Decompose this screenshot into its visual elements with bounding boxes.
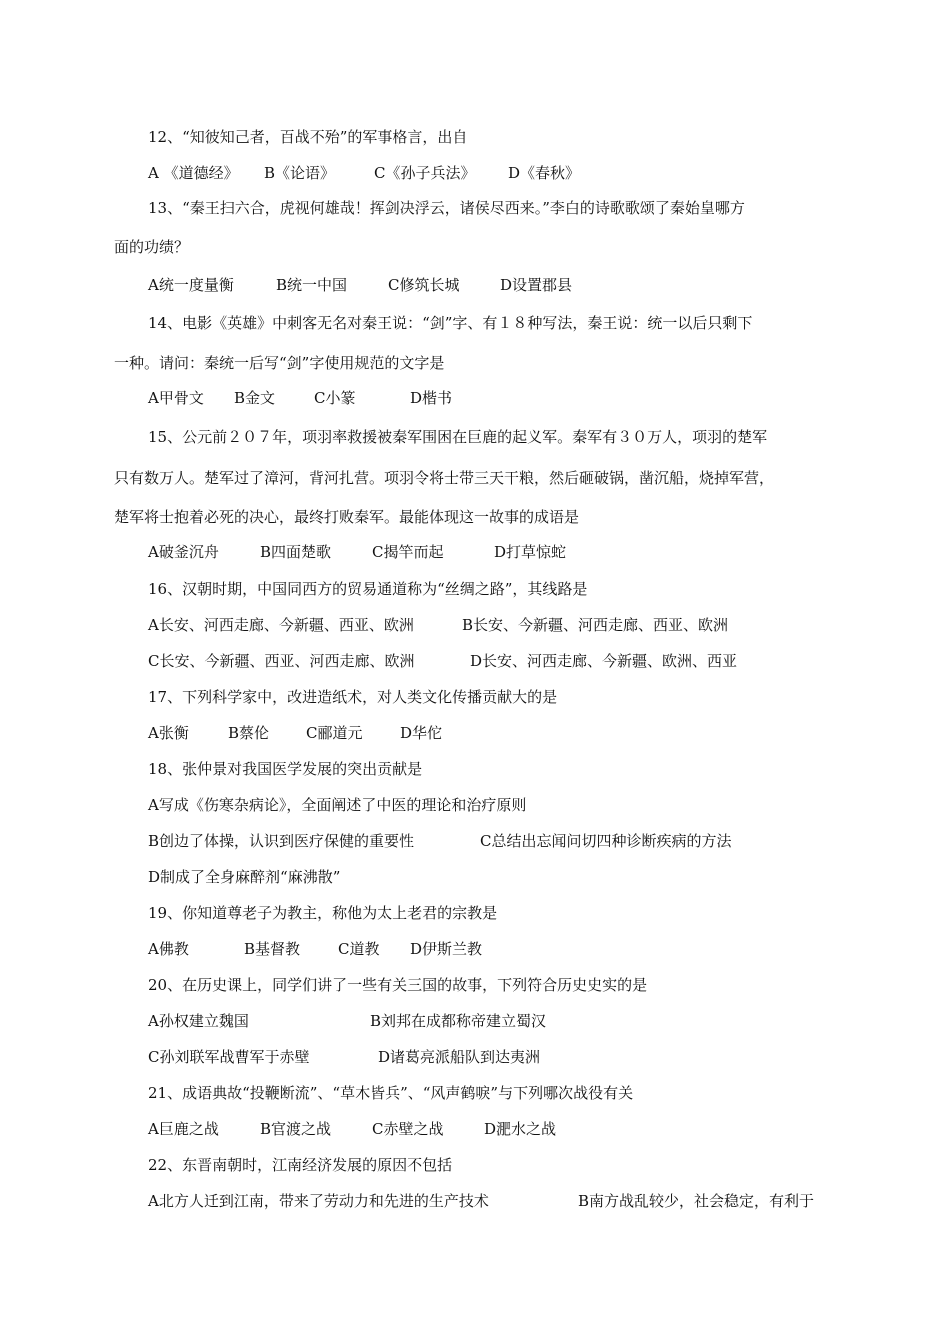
question-22-option-a: A北方人迁到江南，带来了劳动力和先进的生产技术 <box>148 1192 489 1210</box>
question-13-option-b: B统一中国 <box>276 276 348 294</box>
question-14-option-c: C小篆 <box>314 389 356 407</box>
question-13-option-a: A统一度量衡 <box>148 276 234 294</box>
question-22-option-b: B南方战乱较少，社会稳定，有利于 <box>578 1192 815 1210</box>
question-15-option-a: A破釜沉舟 <box>148 543 219 561</box>
question-19-option-d: D伊斯兰教 <box>410 940 483 958</box>
question-14-option-d: D楷书 <box>410 389 453 407</box>
question-15-stem-line-3: 楚军将士抱着必死的决心，最终打败秦军。最能体现这一故事的成语是 <box>114 508 580 526</box>
question-15-stem-line-2: 只有数万人。楚军过了漳河，背河扎营。项羽令将士带三天干粮，然后砸破锅，凿沉船，烧掉军营， <box>114 469 775 487</box>
question-17-stem: 17、下列科学家中，改进造纸术，对人类文化传播贡献大的是 <box>148 688 558 706</box>
question-16-option-b: B长安、今新疆、河西走廊、西亚、欧洲 <box>462 616 729 634</box>
question-14-option-b: B金文 <box>234 389 276 407</box>
question-14-stem-line-2: 一种。请问：秦统一后写“剑”字使用规范的文字是 <box>114 354 445 372</box>
question-21-stem: 21、成语典故“投鞭断流”、“草木皆兵”、“风声鹤唳”与下列哪次战役有关 <box>148 1084 634 1102</box>
question-19-option-c: C道教 <box>338 940 380 958</box>
question-16-option-c: C长安、今新疆、西亚、河西走廊、欧洲 <box>148 652 415 670</box>
question-13-option-d: D设置郡县 <box>500 276 573 294</box>
question-13-stem-line-1: 13、“秦王扫六合，虎视何雄哉！挥剑决浮云，诸侯尽西来。”李白的诗歌歌颂了秦始皇哪方 <box>148 199 745 217</box>
question-20-option-b: B刘邦在成都称帝建立蜀汉 <box>370 1012 547 1030</box>
question-21-option-b: B官渡之战 <box>260 1120 332 1138</box>
question-16-option-d: D长安、河西走廊、今新疆、欧洲、西亚 <box>470 652 738 670</box>
question-15-option-c: C揭竿而起 <box>372 543 444 561</box>
question-18-option-d: D制成了全身麻醉剂“麻沸散” <box>148 868 341 886</box>
question-15-option-b: B四面楚歌 <box>260 543 332 561</box>
question-12-option-b: B《论语》 <box>264 164 336 182</box>
question-19-option-b: B基督教 <box>244 940 301 958</box>
question-22-stem: 22、东晋南朝时，江南经济发展的原因不包括 <box>148 1156 453 1174</box>
question-17-option-b: B蔡伦 <box>228 724 270 742</box>
question-21-option-a: A巨鹿之战 <box>148 1120 219 1138</box>
question-17-option-c: C郦道元 <box>306 724 363 742</box>
question-14-option-a: A甲骨文 <box>148 389 204 407</box>
question-18-option-a: A写成《伤寒杂病论》，全面阐述了中医的理论和治疗原则 <box>148 796 527 814</box>
question-17-option-d: D华佗 <box>400 724 443 742</box>
question-19-option-a: A佛教 <box>148 940 189 958</box>
question-21-option-c: C赤壁之战 <box>372 1120 444 1138</box>
question-20-option-c: C孙刘联军战曹军于赤壁 <box>148 1048 310 1066</box>
question-17-option-a: A张衡 <box>148 724 189 742</box>
question-18-option-b: B创边了体操，认识到医疗保健的重要性 <box>148 832 415 850</box>
question-20-stem: 20、在历史课上，同学们讲了一些有关三国的故事，下列符合历史史实的是 <box>148 976 648 994</box>
question-18-stem: 18、张仲景对我国医学发展的突出贡献是 <box>148 760 423 778</box>
question-15-option-d: D打草惊蛇 <box>494 543 567 561</box>
question-19-stem: 19、你知道尊老子为教主，称他为太上老君的宗教是 <box>148 904 498 922</box>
question-13-option-c: C修筑长城 <box>388 276 460 294</box>
question-12-option-c: C《孙子兵法》 <box>374 164 476 182</box>
question-15-stem-line-1: 15、公元前２０７年，项羽率救援被秦军围困在巨鹿的起义军。秦军有３０万人，项羽的楚军 <box>148 428 768 446</box>
question-18-option-c: C总结出忘闻问切四种诊断疾病的方法 <box>480 832 732 850</box>
question-13-stem-line-2: 面的功绩？ <box>114 238 190 256</box>
question-12-option-d: D《春秋》 <box>508 164 581 182</box>
question-14-stem-line-1: 14、电影《英雄》中刺客无名对秦王说：“剑”字、有１８种写法，秦王说：统一以后只剩下 <box>148 314 753 332</box>
question-21-option-d: D淝水之战 <box>484 1120 557 1138</box>
question-12-option-a: A 《道德经》 <box>148 164 239 182</box>
question-20-option-a: A孙权建立魏国 <box>148 1012 249 1030</box>
question-12-stem: 12、“知彼知己者，百战不殆”的军事格言，出自 <box>148 128 468 146</box>
question-16-stem: 16、汉朝时期，中国同西方的贸易通道称为“丝绸之路”，其线路是 <box>148 580 588 598</box>
question-16-option-a: A长安、河西走廊、今新疆、西亚、欧洲 <box>148 616 414 634</box>
question-20-option-d: D诸葛亮派船队到达夷洲 <box>378 1048 541 1066</box>
